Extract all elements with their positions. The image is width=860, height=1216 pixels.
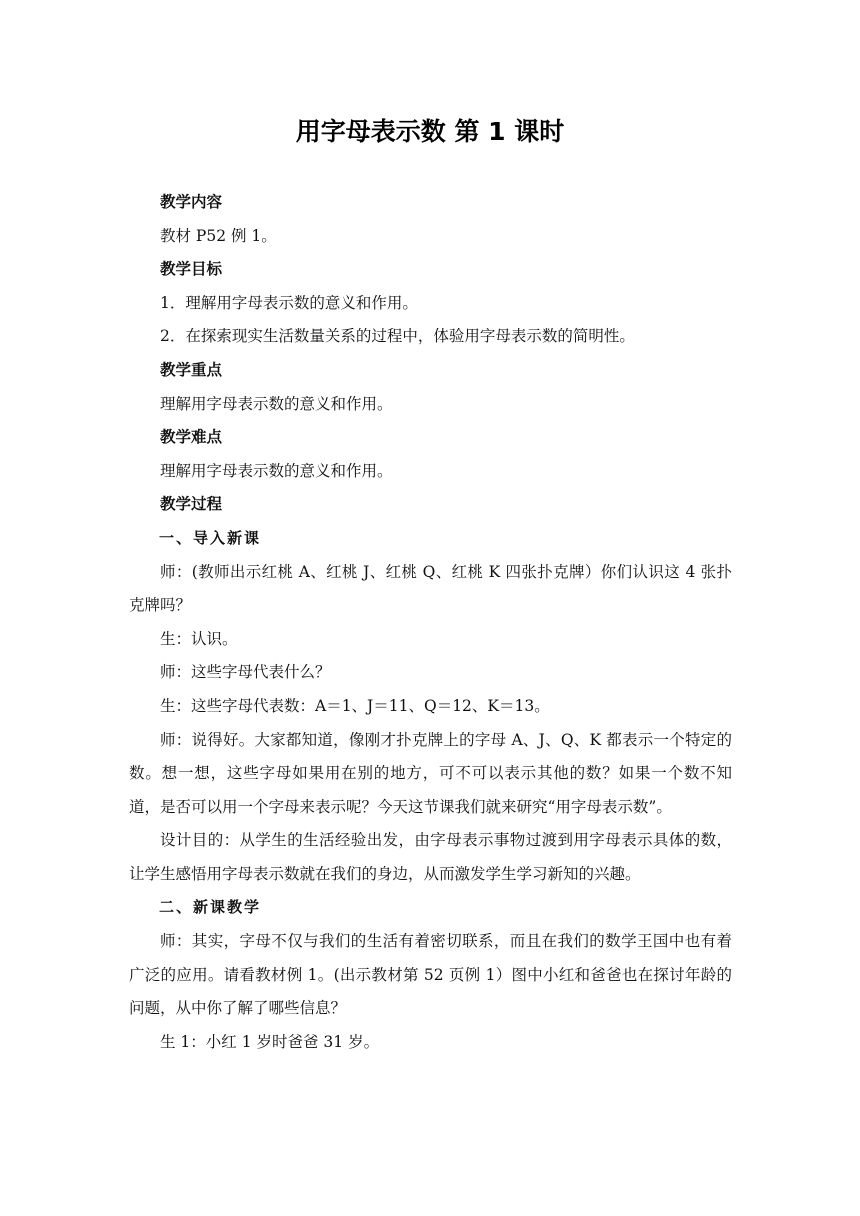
section-heading: 教学内容 (160, 193, 223, 211)
document-body (129, 186, 732, 1059)
paragraph: 设计目的：从学生的生活经验出发，由字母表示事物过渡到用字母表示具体的数，让学生感悟用字母表示数就在我们的身边，从而激发学生学习新知的兴趣。 (129, 831, 732, 883)
paragraph: 生：认识。 (160, 629, 238, 648)
document-title: 用字母表示数 第 1 课时 (295, 117, 565, 146)
paragraph: 生 1：小红 1 岁时爸爸 31 岁。 (160, 1032, 380, 1051)
paragraph: 2．在探索现实生活数量关系的过程中，体验用字母表示数的简明性。 (160, 327, 635, 346)
paragraph: 生：这些字母代表数：A＝1、J＝11、Q＝12、K＝13。 (160, 696, 550, 715)
subsection-heading: 二、新课教学 (159, 898, 262, 917)
paragraph: 教材 P52 例 1。 (160, 226, 277, 245)
paragraph: 师：其实，字母不仅与我们的生活有着密切联系，而且在我们的数学王国中也有着广泛的应用。请看教材例 1。(出示教材第 52 页例 1）图中小红和爸爸也在探讨年龄的问题，从中你了解了哪些信息？ (129, 932, 732, 1018)
paragraph: 师：这些字母代表什么？ (160, 663, 331, 682)
paragraph: 理解用字母表示数的意义和作用。 (160, 461, 393, 480)
paragraph: 师：说得好。大家都知道，像刚才扑克牌上的字母 A、J、Q、K 都表示一个特定的数。想一想，这些字母如果用在别的地方，可不可以表示其他的数？如果一个数不知道，是否可以用一个字母来表示呢？今天这节课我们就来研究“用字母表示数”。 (129, 730, 732, 816)
paragraph: 理解用字母表示数的意义和作用。 (160, 394, 393, 413)
section-heading: 教学过程 (160, 495, 223, 514)
section-heading: 教学目标 (160, 260, 223, 279)
paragraph: 1．理解用字母表示数的意义和作用。 (160, 293, 418, 312)
paragraph: 师：(教师出示红桃 A、红桃 J、红桃 Q、红桃 K 四张扑克牌）你们认识这 4 张扑克牌吗？ (129, 562, 732, 615)
subsection-heading: 一、导入新课 (159, 528, 262, 547)
section-heading: 教学难点 (160, 428, 223, 447)
section-heading: 教学重点 (160, 360, 223, 379)
